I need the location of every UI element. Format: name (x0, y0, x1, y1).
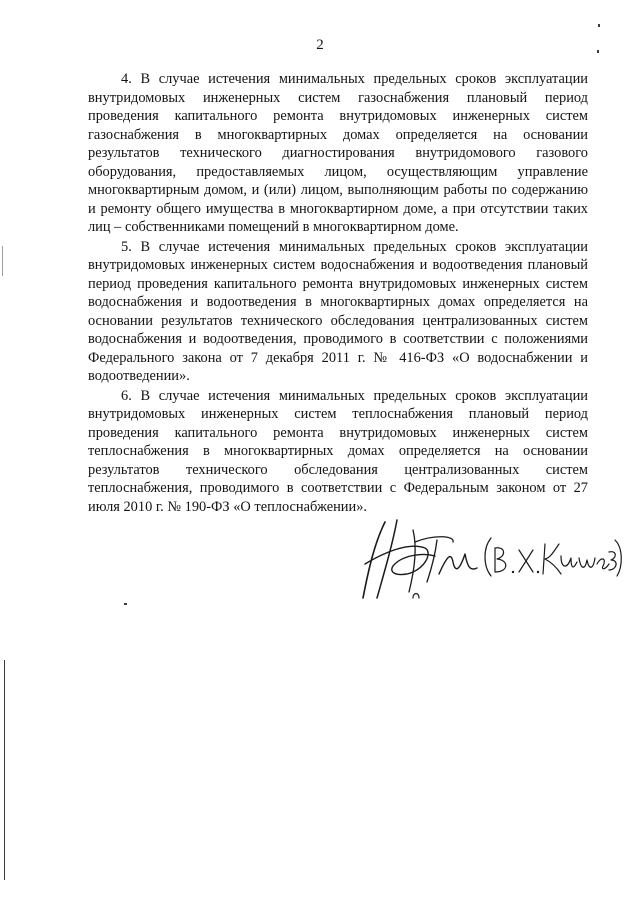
paragraph-6: 6. В случае истечения минимальных предельных сроков эксплуатации внутридомовых инженерных систем теплоснабжения плановый период проведения капитального ремонта внутридомовых инженерных систем теплоснабжения в многоквартирных домах определяется на основании результатов технического обследования централизованных систем теплоснабжения, проводимого в соответствии с Федеральным законом от 27 июля 2010 г. № 190-ФЗ «О теплоснабжении». (88, 387, 588, 515)
paragraph-5: 5. В случае истечения минимальных предельных сроков эксплуатации внутридомовых инженерных систем водоснабжения и водоотведения плановый период проведения капитального ремонта внутридомовых инженерных систем водоснабжения и водоотведения в многоквартирных домах определяется на основании результатов технического обследования централизованных систем водоснабжения и водоотведения, проводимого в соответствии с положениями Федерального закона от 7 декабря 2011 г. № 416-ФЗ «О водоснабжении и водоотведении». (88, 238, 588, 384)
scan-corner-mark (597, 50, 599, 53)
page-number: 2 (316, 37, 324, 53)
scan-corner-mark (598, 24, 600, 27)
document-body (88, 70, 588, 516)
scan-edge-line (4, 660, 5, 880)
scan-edge-line (2, 246, 3, 276)
handwritten-signature (355, 512, 625, 607)
scan-dot (124, 603, 127, 605)
paragraph-4: 4. В случае истечения минимальных предельных сроков эксплуатации внутридомовых инженерных систем газоснабжения плановый период проведения капитального ремонта внутридомовых инженерных систем газоснабжения в многоквартирных домах определяется на основании результатов технического диагностирования внутридомового газового оборудования, предоставляемых лицом, осуществляющим управление многоквартирным домом, и (или) лицом, выполняющим работы по содержанию и ремонту общего имущества в многоквартирном доме, а при отсутствии таких лиц – собственниками помещений в многоквартирном доме. (88, 71, 588, 235)
